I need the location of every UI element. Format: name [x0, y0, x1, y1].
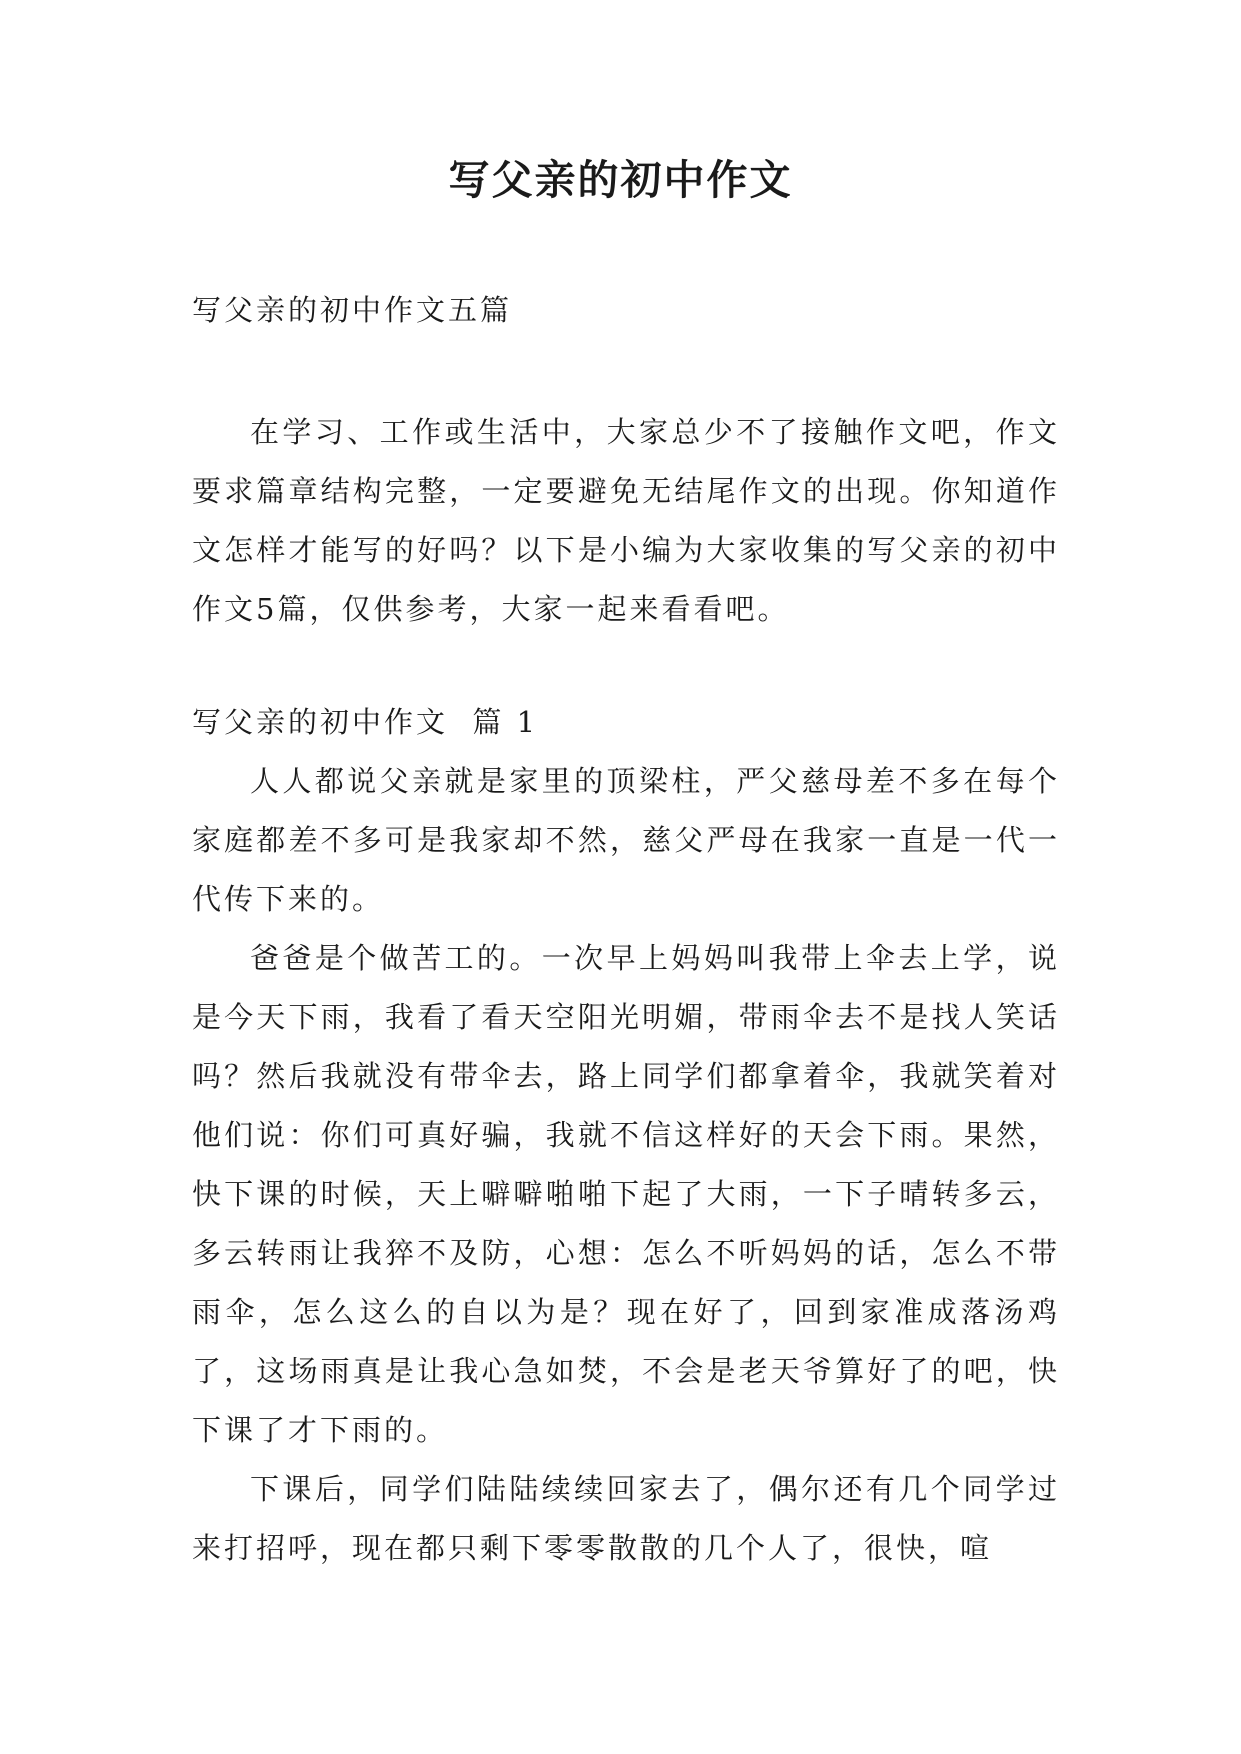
- body-paragraph: 人人都说父亲就是家里的顶梁柱，严父慈母差不多在每个家庭都差不多可是我家却不然，慈父严母在我家一直是一代一代传下来的。: [192, 764, 1060, 916]
- section-heading: 写父亲的初中作文 篇 1: [192, 705, 539, 739]
- document-subtitle: 写父亲的初中作文五篇: [192, 293, 513, 327]
- body-paragraph: 爸爸是个做苦工的。一次早上妈妈叫我带上伞去上学，说是今天下雨，我看了看天空阳光明媚，带雨伞去不是找人笑话吗？然后我就没有带伞去，路上同学们都拿着伞，我就笑着对他们说：你们可真好骗，我就不信这样好的天会下雨。果然，快下课的时候，天上噼噼啪啪下起了大雨，一下子晴转多云，多云转雨让我猝不及防，心想：怎么不听妈妈的话，怎么不带雨伞，怎么这么的自以为是？现在好了，回到家准成落汤鸡了，这场雨真是让我心急如焚，不会是老天爷算好了的吧，快下课了才下雨的。: [192, 941, 1060, 1447]
- body-paragraph: 下课后，同学们陆陆续续回家去了，偶尔还有几个同学过来打招呼，现在都只剩下零零散散的几个人了，很快，喧: [192, 1472, 1060, 1565]
- essay-body: [192, 752, 1060, 1578]
- intro-section: [192, 403, 1060, 639]
- intro-paragraph: 在学习、工作或生活中，大家总少不了接触作文吧，作文要求篇章结构完整，一定要避免无结尾作文的出现。你知道作文怎样才能写的好吗？以下是小编为大家收集的写父亲的初中作文5篇，仅供参考，大家一起来看看吧。: [192, 415, 1060, 626]
- document-title: 写父亲的初中作文: [448, 156, 793, 204]
